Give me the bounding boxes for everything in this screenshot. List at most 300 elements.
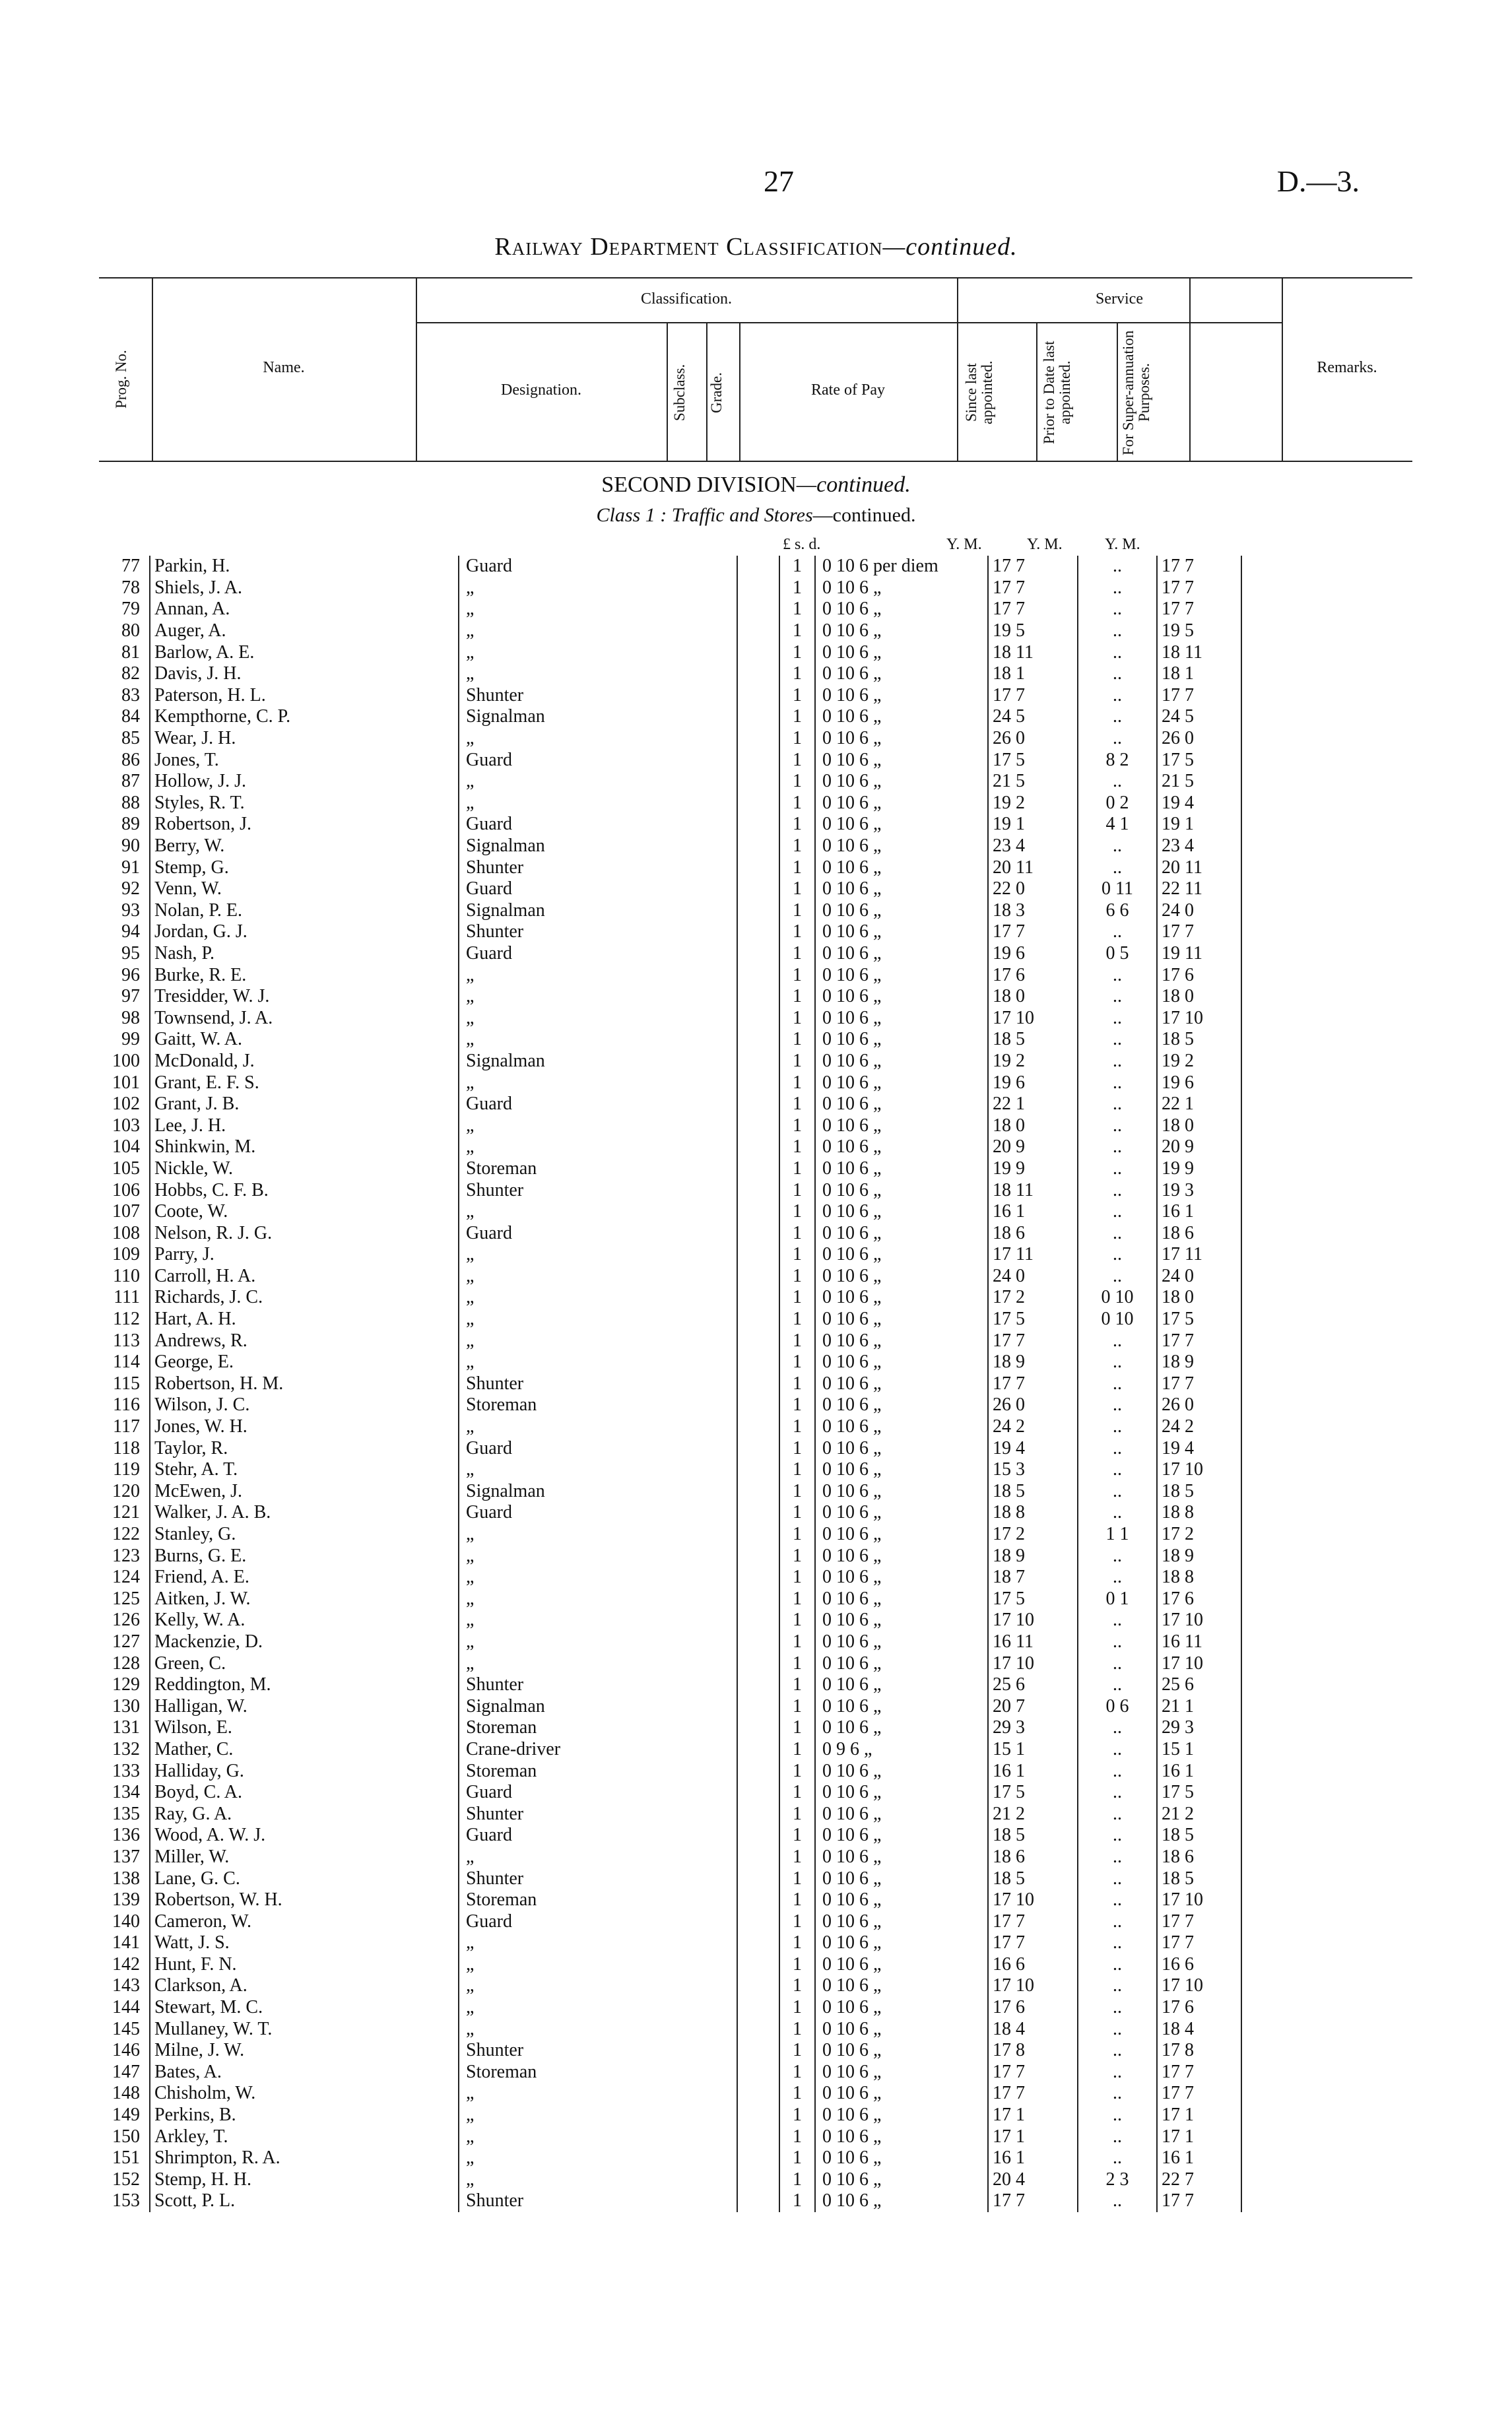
cell-name: Davis, J. H. [150,663,459,685]
cell-for-super: 17 5 [1157,1782,1241,1804]
cell-name: Annan, A. [150,599,459,620]
cell-for-super: 21 1 [1157,1695,1241,1717]
cell-designation: Signalman [459,706,737,728]
cell-subclass [737,1136,779,1158]
cell-designation: Guard [459,1911,737,1932]
cell-for-super: 18 0 [1157,1287,1241,1309]
table-row [79,986,1241,1008]
cell-since-last: 18 4 [988,2018,1078,2040]
cell-prog-no: 104 [112,1136,140,1158]
cell-subclass [737,706,779,728]
cell-name: Nelson, R. J. G. [150,1222,459,1244]
cell-subclass [737,556,779,577]
cell-name: Burke, R. E. [150,964,459,986]
cell-subclass [737,620,779,642]
cell-for-super: 17 7 [1157,1911,1241,1932]
cell-designation: „ [459,1244,737,1266]
table-row [79,1695,1241,1717]
cell-for-super: 17 7 [1157,1373,1241,1395]
table-row [79,599,1241,620]
cell-prior-to-date: .. [1078,1007,1157,1029]
table-row [79,964,1241,986]
cell-designation: Shunter [459,921,737,943]
cell-for-super: 19 3 [1157,1179,1241,1201]
cell-prior-to-date: .. [1078,728,1157,750]
cell-since-last: 24 2 [988,1416,1078,1438]
cell-name: Cameron, W. [150,1911,459,1932]
table-row [79,2169,1241,2191]
table-row [79,1524,1241,1546]
cell-name: Mackenzie, D. [150,1631,459,1653]
cell-prior-to-date: .. [1078,2126,1157,2147]
cell-prior-to-date: 1 1 [1078,1524,1157,1546]
table-row [79,771,1241,793]
cell-rate-of-pay: 0 10 6 „ [815,1803,988,1825]
cell-prior-to-date: .. [1078,1502,1157,1524]
cell-since-last: 19 2 [988,1051,1078,1072]
cell-grade: 1 [779,771,815,793]
cell-name: Chisholm, W. [150,2083,459,2105]
cell-grade: 1 [779,1330,815,1352]
cell-subclass [737,1889,779,1911]
cell-since-last: 17 7 [988,921,1078,943]
cell-designation: „ [459,641,737,663]
cell-grade: 1 [779,1889,815,1911]
cell-for-super: 21 2 [1157,1803,1241,1825]
cell-prior-to-date: 0 10 [1078,1309,1157,1330]
cell-prior-to-date: .. [1078,1330,1157,1352]
cell-prior-to-date: .. [1078,1717,1157,1739]
cell-grade: 1 [779,556,815,577]
cell-subclass [737,599,779,620]
cell-rate-of-pay: 0 10 6 „ [815,771,988,793]
cell-for-super: 17 7 [1157,2190,1241,2212]
cell-rate-of-pay: 0 10 6 „ [815,1051,988,1072]
cell-subclass [737,1244,779,1266]
cell-rate-of-pay: 0 10 6 „ [815,1179,988,1201]
table-row [79,1803,1241,1825]
table-row [79,1975,1241,1997]
cell-name: Townsend, J. A. [150,1007,459,1029]
cell-prior-to-date: 2 3 [1078,2169,1157,2191]
cell-since-last: 17 11 [988,1244,1078,1266]
cell-prior-to-date: .. [1078,1352,1157,1373]
cell-rate-of-pay: 0 10 6 „ [815,1889,988,1911]
cell-for-super: 17 7 [1157,1330,1241,1352]
cell-since-last: 17 7 [988,2083,1078,2105]
table-row [79,1954,1241,1976]
cell-subclass [737,1072,779,1094]
cell-prog-no: 153 [112,2190,140,2211]
cell-prog-no: 119 [113,1459,140,1480]
cell-since-last: 24 5 [988,706,1078,728]
cell-grade: 1 [779,1631,815,1653]
cell-since-last: 17 7 [988,2062,1078,2083]
cell-name: Stemp, G. [150,857,459,878]
subsection-heading [0,504,1512,527]
cell-subclass [737,1287,779,1309]
cell-designation: „ [459,1201,737,1223]
cell-prior-to-date: .. [1078,1244,1157,1266]
cell-rate-of-pay: 0 10 6 „ [815,1674,988,1696]
cell-rate-of-pay: 0 10 6 „ [815,1029,988,1051]
cell-prog-no: 92 [121,878,140,900]
cell-designation: „ [459,1653,737,1674]
cell-grade: 1 [779,1739,815,1761]
cell-since-last: 25 6 [988,1674,1078,1696]
cell-grade: 1 [779,1115,815,1136]
cell-designation: „ [459,964,737,986]
table-row [79,900,1241,922]
table-row [79,1072,1241,1094]
cell-name: Green, C. [150,1653,459,1674]
cell-subclass [737,2018,779,2040]
cell-prior-to-date: .. [1078,1094,1157,1115]
cell-subclass [737,1782,779,1804]
cell-name: Robertson, W. H. [150,1889,459,1911]
cell-prog-no: 130 [112,1695,140,1717]
cell-for-super: 19 11 [1157,943,1241,965]
cell-grade: 1 [779,1717,815,1739]
cell-designation: „ [459,1416,737,1438]
table-row [79,1158,1241,1180]
document-reference: D.—3. [1276,164,1360,198]
cell-grade: 1 [779,1094,815,1115]
cell-for-super: 25 6 [1157,1674,1241,1696]
cell-since-last: 17 5 [988,1589,1078,1610]
cell-grade: 1 [779,1997,815,2019]
cell-prog-no: 120 [112,1480,140,1501]
cell-prog-no: 111 [114,1287,140,1308]
cell-prior-to-date: .. [1078,641,1157,663]
cell-prog-no: 129 [112,1674,140,1695]
cell-for-super: 18 6 [1157,1222,1241,1244]
cell-prior-to-date: .. [1078,1158,1157,1180]
table-row [79,1459,1241,1481]
cell-designation: Guard [459,814,737,835]
cell-prior-to-date: .. [1078,1115,1157,1136]
cell-prog-no: 135 [112,1803,140,1824]
cell-designation: „ [459,1136,737,1158]
cell-grade: 1 [779,2040,815,2062]
cell-designation: Shunter [459,1373,737,1395]
cell-prog-no: 90 [121,835,140,857]
cell-subclass [737,986,779,1008]
cell-since-last: 15 1 [988,1739,1078,1761]
cell-since-last: 24 0 [988,1266,1078,1288]
cell-designation: Guard [459,878,737,900]
cell-rate-of-pay: 0 10 6 „ [815,1760,988,1782]
table-row [79,878,1241,900]
cell-grade: 1 [779,793,815,814]
cell-name: Stemp, H. H. [150,2169,459,2191]
cell-name: Berry, W. [150,835,459,857]
cell-rate-of-pay: 0 10 6 per diem [815,556,988,577]
cell-for-super: 17 10 [1157,1007,1241,1029]
cell-since-last: 19 1 [988,814,1078,835]
cell-prior-to-date: .. [1078,1481,1157,1503]
cell-rate-of-pay: 0 10 6 „ [815,1481,988,1503]
cell-grade: 1 [779,1782,815,1804]
cell-rate-of-pay: 0 10 6 „ [815,1094,988,1115]
cell-prog-no: 143 [112,1975,140,1996]
cell-grade: 1 [779,1244,815,1266]
cell-since-last: 21 2 [988,1803,1078,1825]
cell-subclass [737,1309,779,1330]
table-row [79,1136,1241,1158]
cell-prog-no: 126 [112,1610,140,1631]
cell-designation: Guard [459,556,737,577]
cell-grade: 1 [779,1803,815,1825]
cell-subclass [737,814,779,835]
cell-subclass [737,900,779,922]
cell-grade: 1 [779,1695,815,1717]
cell-prior-to-date: .. [1078,685,1157,707]
section-continued: —continued. [796,473,911,497]
table-row [79,1201,1241,1223]
cell-for-super: 18 6 [1157,1847,1241,1868]
cell-prior-to-date: .. [1078,663,1157,685]
cell-rate-of-pay: 0 10 6 „ [815,1911,988,1932]
cell-grade: 1 [779,1545,815,1567]
cell-prior-to-date: 0 2 [1078,793,1157,814]
cell-rate-of-pay: 0 10 6 „ [815,685,988,707]
cell-since-last: 17 5 [988,1782,1078,1804]
cell-since-last: 19 6 [988,943,1078,965]
cell-subclass [737,1266,779,1288]
header-prog-no: Prog. No. [113,350,129,409]
cell-since-last: 17 10 [988,1007,1078,1029]
table-row [79,857,1241,878]
cell-name: Stehr, A. T. [150,1459,459,1481]
cell-prior-to-date: .. [1078,577,1157,599]
cell-rate-of-pay: 0 10 6 „ [815,1589,988,1610]
cell-rate-of-pay: 0 10 6 „ [815,900,988,922]
cell-prog-no: 99 [121,1029,140,1050]
cell-subclass [737,1825,779,1847]
cell-grade: 1 [779,685,815,707]
cell-since-last: 22 0 [988,878,1078,900]
cell-prog-no: 79 [121,599,140,620]
cell-prior-to-date: .. [1078,1416,1157,1438]
cell-grade: 1 [779,857,815,878]
cell-grade: 1 [779,1954,815,1976]
table-row [79,2083,1241,2105]
cell-for-super: 17 7 [1157,1932,1241,1954]
cell-since-last: 17 7 [988,1911,1078,1932]
cell-grade: 1 [779,728,815,750]
cell-prog-no: 84 [121,706,140,727]
table-row [79,1051,1241,1072]
cell-subclass [737,1094,779,1115]
cell-name: Nash, P. [150,943,459,965]
cell-rate-of-pay: 0 10 6 „ [815,1997,988,2019]
cell-designation: „ [459,2105,737,2126]
cell-subclass [737,1589,779,1610]
cell-subclass [737,2105,779,2126]
cell-grade: 1 [779,2147,815,2169]
cell-prog-no: 87 [121,771,140,792]
cell-grade: 1 [779,2169,815,2191]
cell-subclass [737,1954,779,1976]
cell-for-super: 24 0 [1157,1266,1241,1288]
cell-rate-of-pay: 0 10 6 „ [815,1222,988,1244]
cell-designation: Shunter [459,1179,737,1201]
cell-grade: 1 [779,1459,815,1481]
cell-for-super: 17 6 [1157,964,1241,986]
unit-prior: Y. M. [1027,536,1063,553]
cell-subclass [737,1997,779,2019]
header-for-super: For Super-annuation Purposes. [1120,330,1153,455]
cell-prog-no: 97 [121,986,140,1007]
cell-for-super: 26 0 [1157,1394,1241,1416]
table-row [79,1567,1241,1589]
subsection-class: Class 1 : [596,504,667,526]
cell-prog-no: 98 [121,1007,140,1028]
cell-since-last: 18 8 [988,1502,1078,1524]
cell-prog-no: 148 [112,2083,140,2104]
cell-since-last: 16 1 [988,2147,1078,2169]
table-row [79,835,1241,857]
cell-for-super: 17 6 [1157,1997,1241,2019]
cell-grade: 1 [779,1481,815,1503]
cell-prog-no: 115 [113,1373,140,1394]
cell-prog-no: 80 [121,620,140,641]
cell-prog-no: 151 [112,2147,140,2169]
cell-prior-to-date: .. [1078,2105,1157,2126]
cell-subclass [737,921,779,943]
cell-designation: Signalman [459,900,737,922]
cell-prog-no: 125 [112,1588,140,1609]
cell-prior-to-date: .. [1078,1567,1157,1589]
cell-rate-of-pay: 0 10 6 „ [815,2126,988,2147]
cell-grade: 1 [779,814,815,835]
cell-since-last: 16 1 [988,1201,1078,1223]
cell-prog-no: 131 [112,1717,140,1738]
cell-grade: 1 [779,2126,815,2147]
cell-grade: 1 [779,1524,815,1546]
cell-prior-to-date: .. [1078,1029,1157,1051]
cell-subclass [737,1330,779,1352]
cell-prog-no: 149 [112,2105,140,2126]
cell-grade: 1 [779,2062,815,2083]
cell-subclass [737,878,779,900]
cell-prior-to-date: .. [1078,771,1157,793]
cell-since-last: 18 3 [988,900,1078,922]
cell-since-last: 21 5 [988,771,1078,793]
cell-rate-of-pay: 0 10 6 „ [815,1115,988,1136]
cell-for-super: 18 0 [1157,986,1241,1008]
cell-for-super: 18 0 [1157,1115,1241,1136]
cell-grade: 1 [779,599,815,620]
cell-for-super: 17 10 [1157,1459,1241,1481]
cell-prog-no: 93 [121,900,140,921]
cell-subclass [737,749,779,771]
cell-since-last: 17 7 [988,2190,1078,2212]
cell-name: Aitken, J. W. [150,1589,459,1610]
cell-prior-to-date: .. [1078,1051,1157,1072]
cell-prog-no: 139 [112,1889,140,1911]
cell-prior-to-date: 0 1 [1078,1589,1157,1610]
unit-since: Y. M. [946,536,982,553]
cell-grade: 1 [779,986,815,1008]
cell-for-super: 19 4 [1157,793,1241,814]
cell-prior-to-date: .. [1078,1266,1157,1288]
cell-since-last: 20 4 [988,2169,1078,2191]
cell-name: Kelly, W. A. [150,1610,459,1631]
cell-rate-of-pay: 0 10 6 „ [815,2062,988,2083]
header-designation: Designation. [501,381,581,399]
cell-prog-no: 147 [112,2061,140,2082]
cell-since-last: 17 1 [988,2126,1078,2147]
cell-since-last: 19 4 [988,1437,1078,1459]
cell-prior-to-date: .. [1078,964,1157,986]
cell-designation: „ [459,2126,737,2147]
table-row [79,1997,1241,2019]
table-row [79,641,1241,663]
cell-name: Taylor, R. [150,1437,459,1459]
cell-prior-to-date: .. [1078,986,1157,1008]
cell-designation: „ [459,1997,737,2019]
cell-prior-to-date: .. [1078,2018,1157,2040]
cell-subclass [737,1695,779,1717]
cell-since-last: 15 3 [988,1459,1078,1481]
cell-grade: 1 [779,1136,815,1158]
cell-since-last: 29 3 [988,1717,1078,1739]
cell-prog-no: 85 [121,728,140,749]
cell-grade: 1 [779,706,815,728]
cell-designation: Signalman [459,1051,737,1072]
cell-rate-of-pay: 0 10 6 „ [815,1201,988,1223]
cell-for-super: 18 5 [1157,1029,1241,1051]
cell-grade: 1 [779,835,815,857]
cell-since-last: 18 0 [988,1115,1078,1136]
cell-designation: Guard [459,1437,737,1459]
cell-designation: „ [459,1932,737,1954]
page-title [0,232,1512,261]
cell-subclass [737,1911,779,1932]
cell-rate-of-pay: 0 10 6 „ [815,943,988,965]
cell-rate-of-pay: 0 10 6 „ [815,964,988,986]
table-row [79,749,1241,771]
header-prior-to-date: Prior to Date last appointed. [1041,341,1074,445]
table-row [79,1717,1241,1739]
cell-name: Watt, J. S. [150,1932,459,1954]
cell-rate-of-pay: 0 10 6 „ [815,793,988,814]
cell-name: Scott, P. L. [150,2190,459,2212]
table-row [79,1782,1241,1804]
cell-prog-no: 113 [113,1330,140,1351]
cell-rate-of-pay: 0 10 6 „ [815,1459,988,1481]
cell-prog-no: 109 [112,1244,140,1265]
table-row [79,2105,1241,2126]
cell-name: Wilson, E. [150,1717,459,1739]
cell-subclass [737,857,779,878]
section-title: SECOND DIVISION [601,473,797,497]
table-row [79,1352,1241,1373]
cell-rate-of-pay: 0 10 6 „ [815,2147,988,2169]
cell-prior-to-date: .. [1078,1997,1157,2019]
cell-rate-of-pay: 0 10 6 „ [815,2040,988,2062]
cell-subclass [737,1051,779,1072]
cell-name: Jones, T. [150,749,459,771]
cell-designation: Shunter [459,685,737,707]
cell-since-last: 17 6 [988,964,1078,986]
cell-name: Halligan, W. [150,1695,459,1717]
cell-since-last: 22 1 [988,1094,1078,1115]
cell-since-last: 18 6 [988,1222,1078,1244]
cell-subclass [737,1739,779,1761]
